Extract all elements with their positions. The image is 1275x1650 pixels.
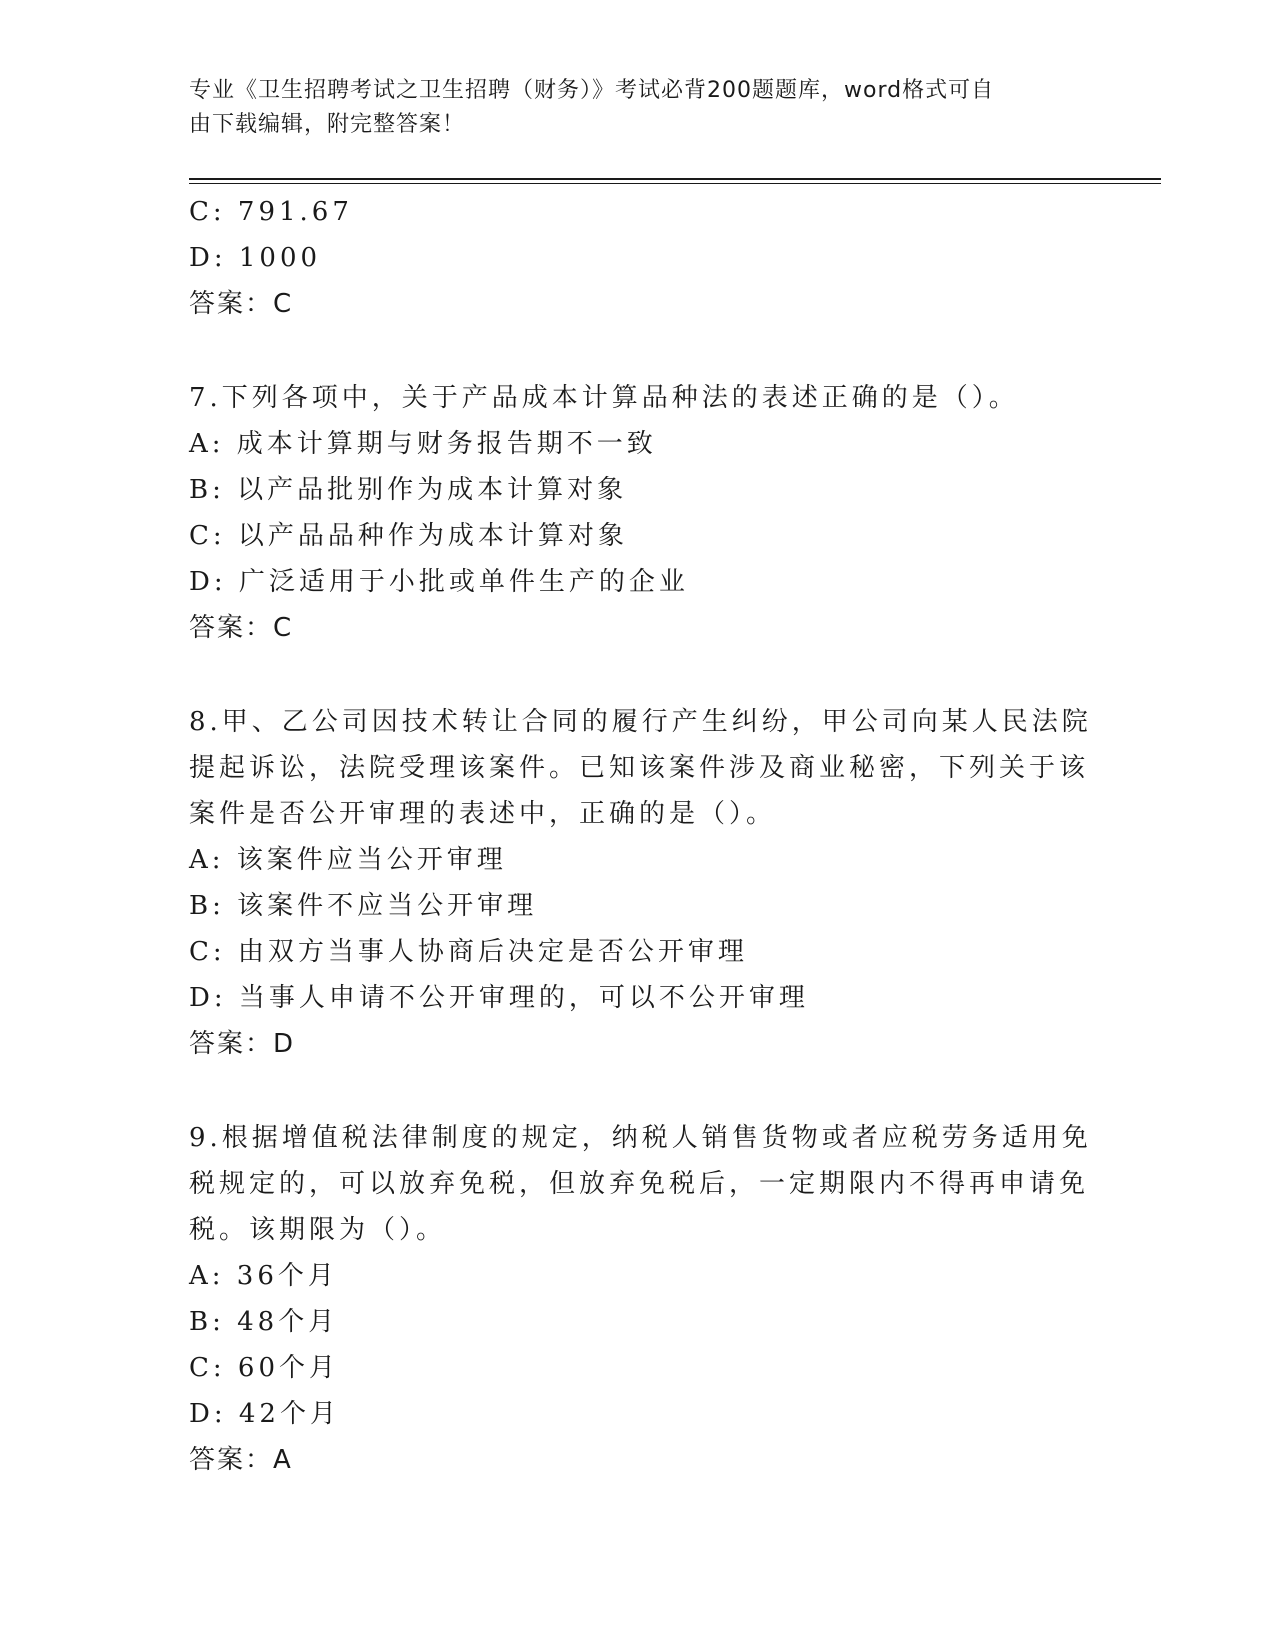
- header-divider-thin: [189, 183, 1161, 184]
- q7-answer: 答案：C: [189, 613, 294, 643]
- q7-option-c: C: 以产品品种作为成本计算对象: [189, 521, 628, 551]
- question-6-block: [189, 189, 1069, 327]
- q6-option-d: D: 1000: [189, 243, 322, 273]
- document-header: [189, 74, 1069, 142]
- q9-option-a: A: 36个月: [189, 1261, 338, 1291]
- q8-answer: 答案：D: [189, 1029, 296, 1059]
- spacer: [189, 327, 1069, 375]
- q9-stem-line-3: 税。该期限为（）。: [189, 1215, 447, 1245]
- q6-answer: 答案：C: [189, 289, 294, 319]
- question-8-block: [189, 699, 1092, 1067]
- q8-option-c: C: 由双方当事人协商后决定是否公开审理: [189, 937, 748, 967]
- q9-answer: 答案：A: [189, 1445, 293, 1475]
- q7-stem: 7.下列各项中，关于产品成本计算品种法的表述正确的是（）。: [189, 383, 1019, 413]
- header-title-line-2: 由下载编辑，附完整答案！: [189, 112, 466, 137]
- q7-option-b: B: 以产品批别作为成本计算对象: [189, 475, 628, 505]
- q9-option-c: C: 60个月: [189, 1353, 340, 1383]
- q9-stem-line-1: 9.根据增值税法律制度的规定，纳税人销售货物或者应税劳务适用免: [189, 1123, 1092, 1153]
- header-title-line-1: 专业《卫生招聘考试之卫生招聘（财务）》考试必背200题题库，word格式可自: [189, 78, 995, 103]
- question-7-block: [189, 375, 1069, 651]
- spacer: [189, 651, 1069, 699]
- q8-stem-line-1: 8.甲、乙公司因技术转让合同的履行产生纠纷，甲公司向某人民法院: [189, 707, 1092, 737]
- q8-option-a: A: 该案件应当公开审理: [189, 845, 507, 875]
- q7-option-a: A: 成本计算期与财务报告期不一致: [189, 429, 657, 459]
- q7-option-d: D: 广泛适用于小批或单件生产的企业: [189, 567, 689, 597]
- question-content: [189, 189, 1092, 1483]
- q8-stem-line-2: 提起诉讼，法院受理该案件。已知该案件涉及商业秘密，下列关于该: [189, 753, 1090, 783]
- q9-option-b: B: 48个月: [189, 1307, 339, 1337]
- question-9-block: [189, 1115, 1092, 1483]
- q9-option-d: D: 42个月: [189, 1399, 340, 1429]
- q9-stem-line-2: 税规定的，可以放弃免税，但放弃免税后，一定期限内不得再申请免: [189, 1169, 1090, 1199]
- spacer: [189, 1067, 1069, 1115]
- header-divider-thick: [189, 178, 1161, 180]
- q6-option-c: C: 791.67: [189, 197, 353, 227]
- q8-stem-line-3: 案件是否公开审理的表述中，正确的是（）。: [189, 799, 777, 829]
- q8-option-d: D: 当事人申请不公开审理的，可以不公开审理: [189, 983, 809, 1013]
- q8-option-b: B: 该案件不应当公开审理: [189, 891, 538, 921]
